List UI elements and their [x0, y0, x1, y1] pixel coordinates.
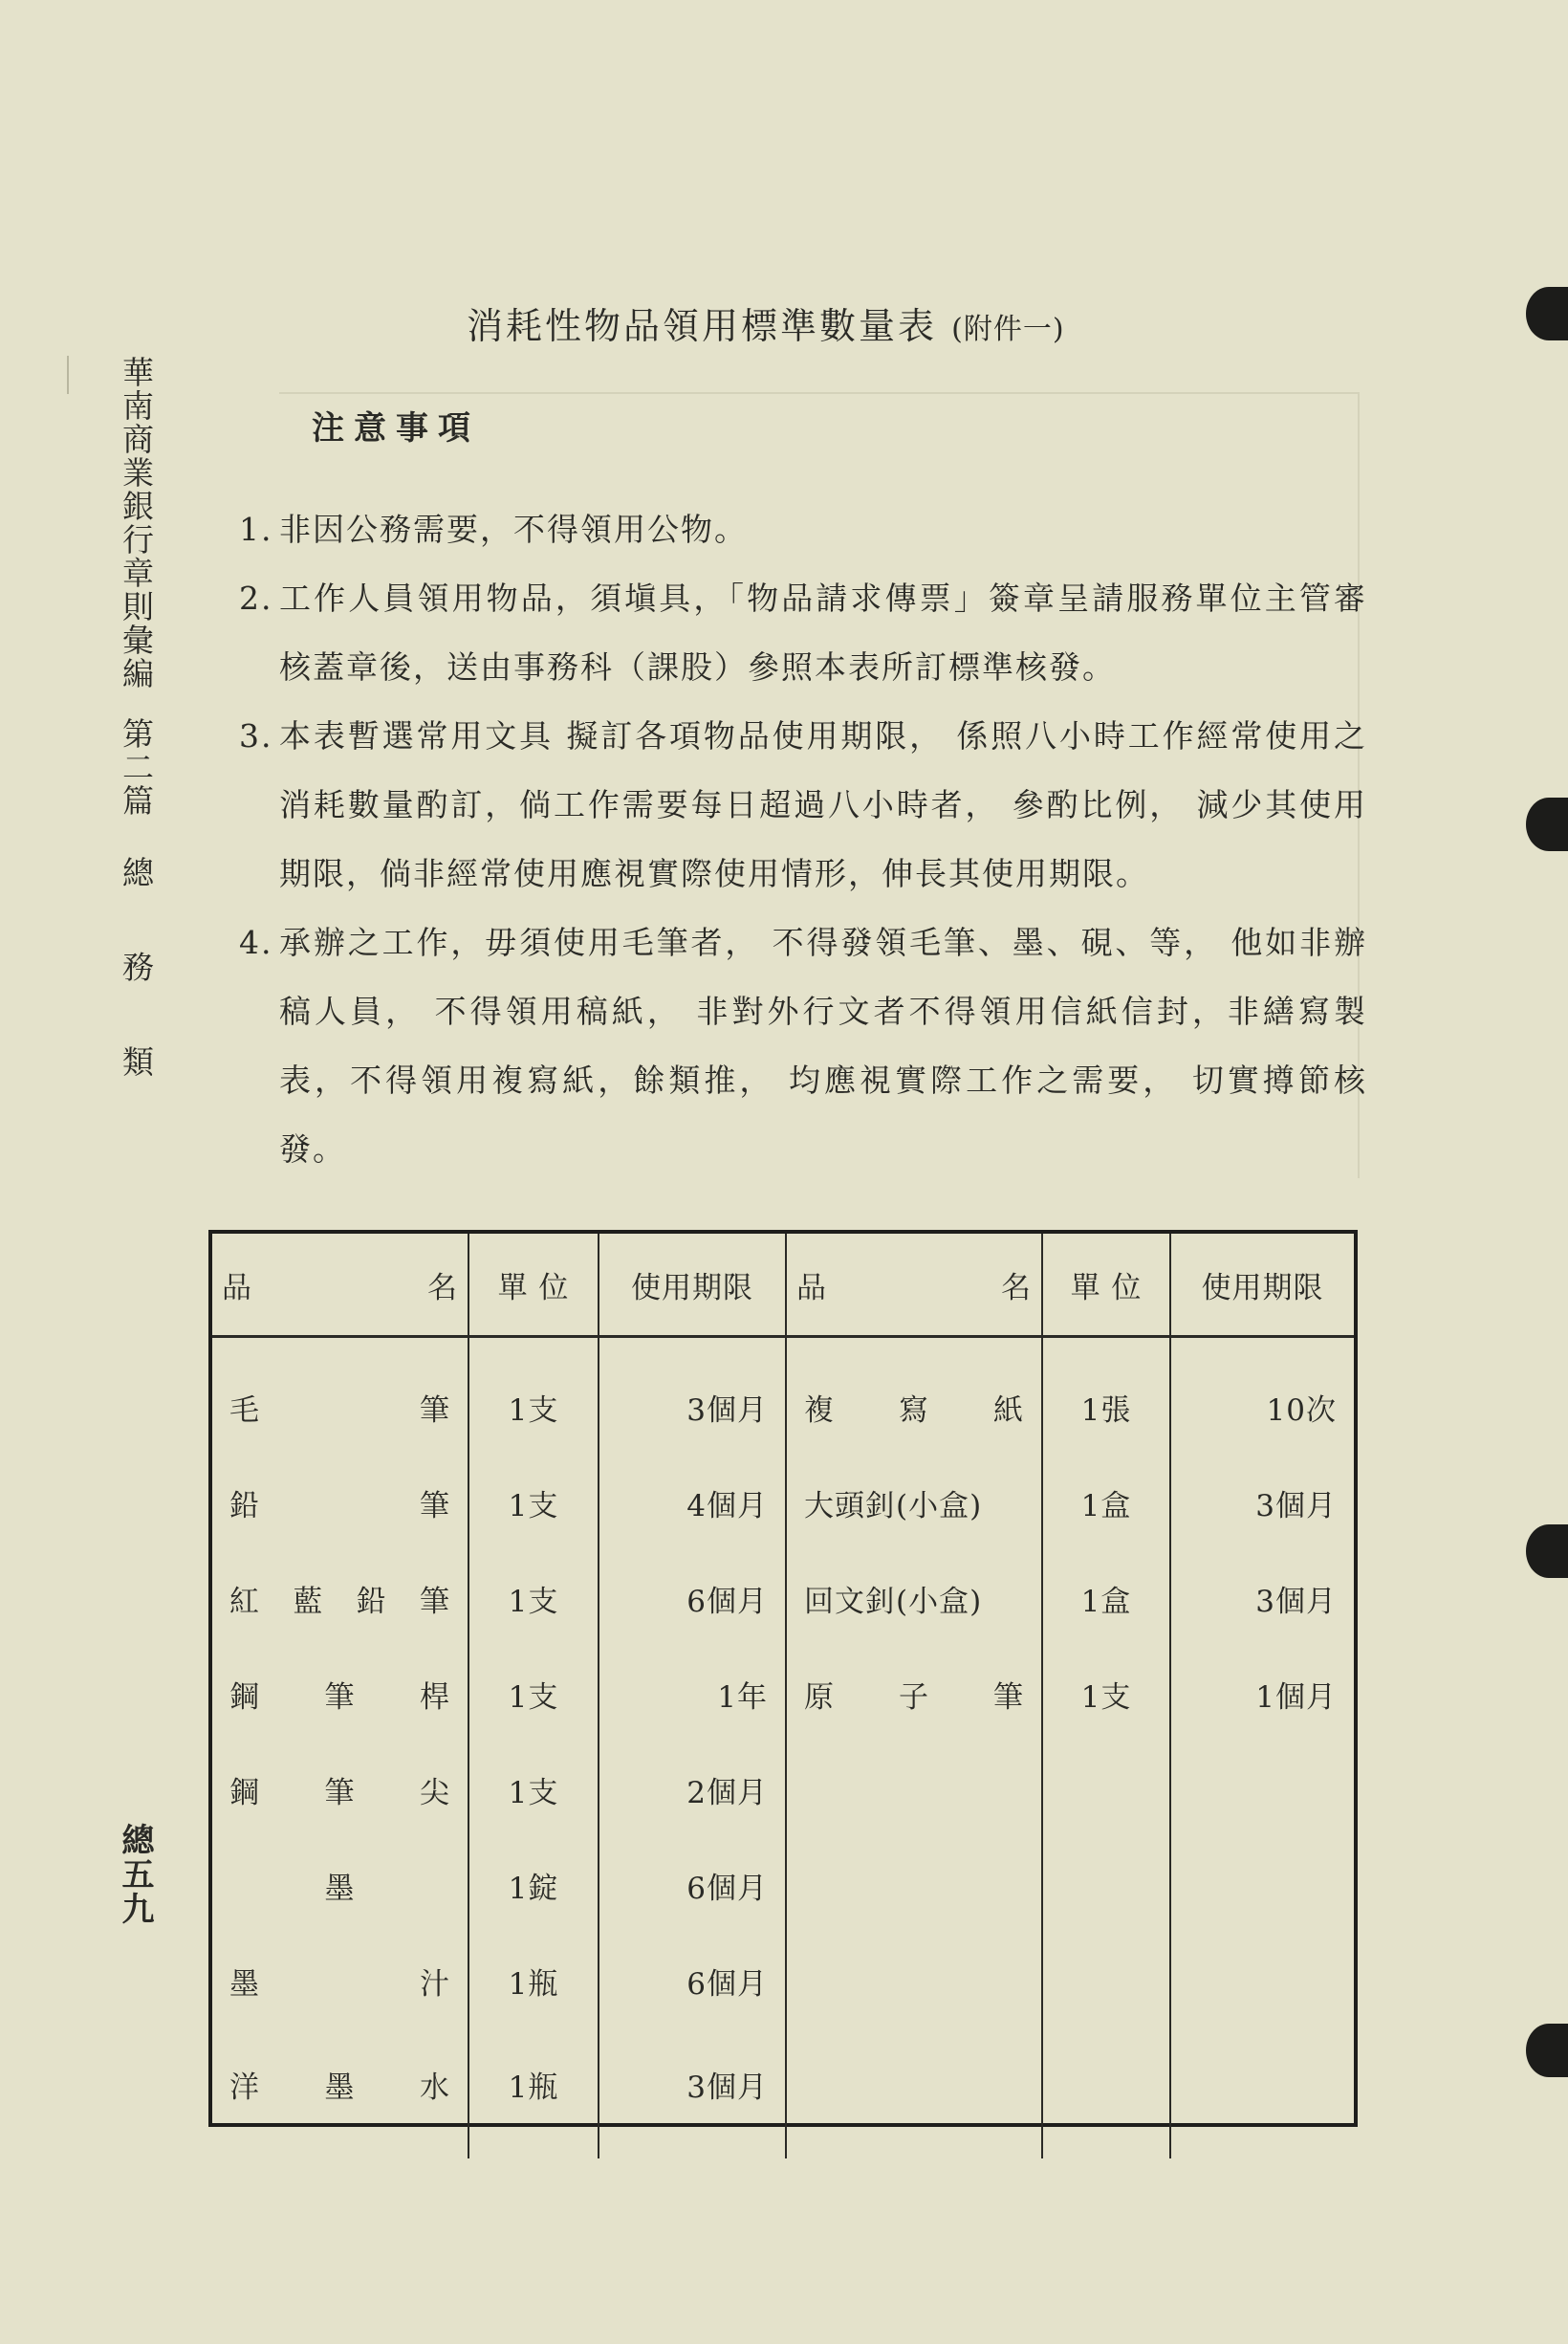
table-row — [212, 1337, 1354, 1456]
header-unit: 單 位 — [468, 1234, 599, 1337]
item-name-cell: 紅藍鉛筆 — [212, 1550, 468, 1646]
item-name-cell: 原子筆 — [786, 1646, 1042, 1742]
unit-cell: 1盒 — [1042, 1550, 1170, 1646]
note-text: 工作人員領用物品，須塡具，「物品請求傳票」簽章呈請服務單位主管審核蓋章後，送由事務科（課股）參照本表所訂標準核發。 — [279, 580, 1367, 686]
period-cell: 1年 — [599, 1646, 786, 1742]
period-cell — [1170, 1933, 1354, 2028]
page-title — [467, 296, 1065, 349]
item-name-cell: 大頭釗(小盒) — [786, 1455, 1042, 1550]
punch-hole — [1526, 1524, 1568, 1578]
header-item-name: 品 名 — [786, 1234, 1042, 1337]
item-name-cell: 毛筆 — [212, 1337, 468, 1456]
item-name-cell — [786, 1933, 1042, 2028]
header-period: 使用期限 — [599, 1234, 786, 1337]
period-cell: 4個月 — [599, 1455, 786, 1550]
table-row — [212, 1933, 1354, 2028]
side-running-header — [113, 356, 159, 1079]
category-char: 務 — [118, 951, 155, 984]
period-cell: 10次 — [1266, 1392, 1337, 1428]
item-name-cell: 墨汁 — [212, 1933, 468, 2028]
unit-cell: 1瓶 — [468, 1933, 599, 2028]
notes-heading: 注意事項 — [312, 409, 480, 448]
punch-hole — [1526, 798, 1568, 851]
unit-cell: 1瓶 — [468, 2028, 599, 2158]
note-number: 1. — [239, 511, 273, 548]
unit-cell — [1042, 2028, 1170, 2158]
annex-label: (附件一) — [951, 313, 1065, 346]
title-text: 消耗性物品領用標準數量表 — [467, 305, 938, 347]
note-number: 4. — [239, 924, 273, 961]
item-name-cell: 回文釗(小盒) — [786, 1550, 1042, 1646]
unit-cell: 1支 — [468, 1646, 599, 1742]
note-item — [239, 909, 1367, 1184]
notes-list — [239, 495, 1367, 1184]
period-cell: 3個月 — [1255, 1488, 1337, 1523]
note-item — [239, 495, 1367, 564]
table-row — [212, 1550, 1354, 1646]
header-period: 使用期限 — [1170, 1234, 1354, 1337]
unit-cell: 1支 — [468, 1337, 599, 1456]
note-item — [239, 702, 1367, 909]
item-name-cell: 鉛筆 — [212, 1455, 468, 1550]
note-number: 3. — [239, 717, 273, 755]
header-unit: 單 位 — [1042, 1234, 1170, 1337]
period-cell: 6個月 — [599, 1933, 786, 2028]
quantity-table — [208, 1230, 1358, 2127]
part-label: 第二篇 — [118, 717, 155, 818]
unit-cell: 1支 — [1042, 1646, 1170, 1742]
item-name-cell: 鋼筆桿 — [212, 1646, 468, 1742]
note-text: 承辦之工作，毋須使用毛筆者， 不得發領毛筆、墨、硯、等， 他如非辦稿人員， 不得領用稿紙， 非對外行文者不得領用信紙信封，非繕寫製表，不得領用複寫紙，餘類推， 均應視實際工作之需要， 切實撙節核發。 — [279, 924, 1367, 1168]
period-cell: 3個月 — [599, 1337, 786, 1456]
item-name-cell — [786, 1837, 1042, 1933]
period-cell — [1170, 1742, 1354, 1837]
period-cell: 2個月 — [599, 1742, 786, 1837]
table-header-row — [212, 1234, 1354, 1337]
table-row — [212, 1742, 1354, 1837]
table-row — [212, 2028, 1354, 2158]
punch-hole — [1526, 287, 1568, 340]
unit-cell: 1盒 — [1042, 1455, 1170, 1550]
note-text: 非因公務需要，不得領用公物。 — [279, 511, 748, 548]
unit-cell: 1支 — [468, 1455, 599, 1550]
punch-hole — [1526, 2024, 1568, 2077]
item-name-cell: 鋼筆尖 — [212, 1742, 468, 1837]
unit-cell — [1042, 1837, 1170, 1933]
period-cell — [1170, 1837, 1354, 1933]
unit-cell: 1支 — [468, 1742, 599, 1837]
unit-cell: 1張 — [1042, 1337, 1170, 1456]
item-name-cell: 複寫紙 — [786, 1337, 1042, 1456]
period-cell — [1170, 2028, 1354, 2158]
period-cell: 3個月 — [1255, 1584, 1337, 1619]
item-name-cell: 洋墨水 — [212, 2028, 468, 2158]
item-name-cell — [786, 1742, 1042, 1837]
table-row — [212, 1837, 1354, 1933]
note-item — [239, 564, 1367, 702]
unit-cell: 1支 — [468, 1550, 599, 1646]
note-number: 2. — [239, 580, 273, 617]
unit-cell: 1錠 — [468, 1837, 599, 1933]
period-cell: 6個月 — [599, 1550, 786, 1646]
table-row — [212, 1646, 1354, 1742]
unit-cell — [1042, 1933, 1170, 2028]
table-row — [212, 1455, 1354, 1550]
page-number: 總五九 — [116, 1823, 154, 1926]
category-char: 總 — [118, 856, 155, 889]
note-text: 本表暫選常用文具 擬訂各項物品使用期限， 係照八小時工作經常使用之消耗數量酌訂，倘工作需要每日超過八小時者， 參酌比例， 減少其使用期限，倘非經常使用應視實際使用情形，伸長其使用期限。 — [279, 717, 1367, 892]
period-cell: 6個月 — [599, 1837, 786, 1933]
category-char: 類 — [118, 1045, 155, 1079]
unit-cell — [1042, 1742, 1170, 1837]
period-cell: 1個月 — [1255, 1679, 1337, 1715]
book-title: 華南商業銀行章則彙編 — [118, 356, 155, 690]
period-cell: 3個月 — [599, 2028, 786, 2158]
margin-mark — [67, 356, 69, 394]
item-name-cell: 墨 — [212, 1837, 468, 1933]
item-name-cell — [786, 2028, 1042, 2158]
header-item-name: 品 名 — [212, 1234, 468, 1337]
